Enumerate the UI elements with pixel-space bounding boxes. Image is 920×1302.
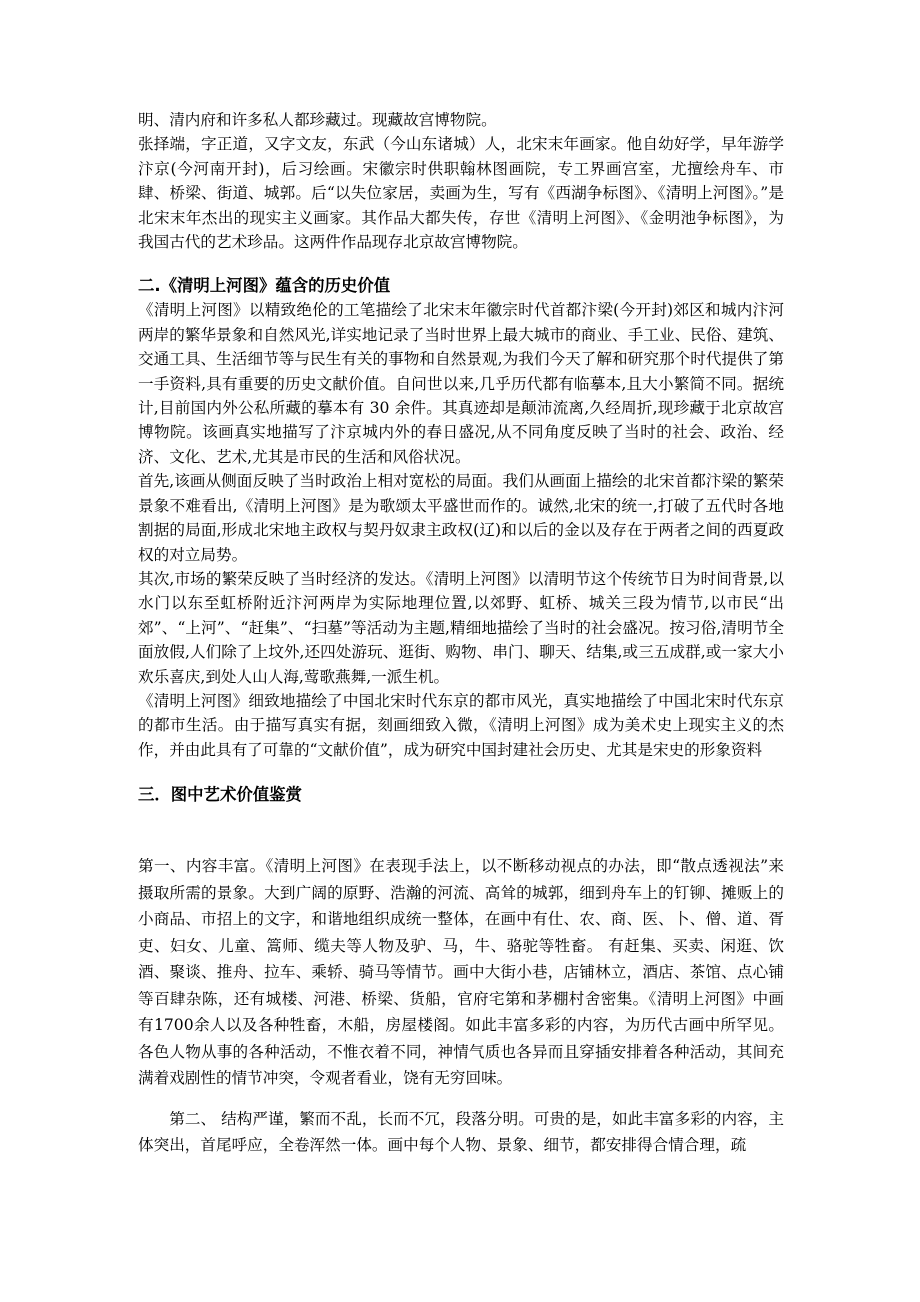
document-page — [138, 108, 784, 1159]
paragraph-economic-aspect: 其次,市场的繁荣反映了当时经济的发达。《清明上河图》以清明节这个传统节日为时间背景,以水门以东至虹桥附近汴河两岸为实际地理位置,以郊野、虹桥、城关三段为情节,以市民“出郊”、“上河”、“赶集”、“扫墓”等活动为主题,精细地描绘了当时的社会盛况。按习俗,清明节全面放假,人们除了上坟外,还四处游玩、逛街、购物、串门、聊天、结集,或三五成群,或一家大小欢乐喜庆,到处人山人海,莺歌燕舞,一派生机。 — [138, 569, 784, 686]
paragraph-gap — [138, 1092, 784, 1106]
section-gap — [138, 807, 784, 853]
section-heading-artistic-value: 三．图中艺术价值鉴赏 — [138, 785, 302, 805]
paragraph-political-aspect: 首先,该画从侧面反映了当时政治上相对宽松的局面。我们从画面上描绘的北宋首都汴梁的繁荣景象不难看出,《清明上河图》是为歌颂太平盛世而作的。诚然,北宋的统一,打破了五代时各地割据的局面,形成北宋地主政权与契丹奴隶主政权(辽)和以后的金以及存在于两者之间的西夏政权的对立局势。 — [138, 472, 784, 564]
paragraph-collection-history: 明、清内府和许多私人都珍藏过。现藏故宫博物院。 — [138, 111, 497, 129]
paragraph-rigorous-structure: 第二、 结构严谨，繁而不乱，长而不冗，段落分明。可贵的是，如此丰富多彩的内容，主体突出，首尾呼应，全卷浑然一体。画中每个人物、景象、细节，都安排得合情合理，疏 — [138, 1109, 784, 1155]
section-gap — [138, 762, 784, 783]
section-gap — [138, 254, 784, 274]
paragraph-artist-biography: 张择端，字正道，又字文友，东武（今山东诸城）人，北宋末年画家。他自幼好学，早年游学汴京(今河南开封)，后习绘画。宋徽宗时供职翰林图画院，专工界画宫室，尤擅绘舟车、市肆、桥梁、街道、城郭。后“以失位家居，卖画为生，写有《西湖争标图》、《清明上河图》。”是北宋末年杰出的现实主义画家。其作品大都失传，存世《清明上河图》、《金明池争标图》，为我国古代的艺术珍品。这两件作品现存北京故宫博物院。 — [138, 135, 784, 252]
paragraph-documentary-value: 《清明上河图》细致地描绘了中国北宋时代东京的都市风光，真实地描绘了中国北宋时代东京的都市生活。由于描写真实有据，刻画细致入微，《清明上河图》成为美术史上现实主义的杰作，并由此具有了可靠的“文献价值”，成为研究中国封建社会历史、尤其是宋史的形象资料 — [138, 691, 784, 759]
section-heading-historical-value: 二.《清明上河图》蕴含的历史价值 — [138, 276, 391, 296]
paragraph-historical-overview: 《清明上河图》以精致绝伦的工笔描绘了北宋末年徽宗时代首都汴梁(今开封)郊区和城内汴河两岸的繁华景象和自然风光,详实地记录了当时世界上最大城市的商业、手工业、民俗、建筑、交通工具、生活细节等与民生有关的事物和自然景观,为我们今天了解和研究那个时代提供了第一手资料,具有重要的历史文献价值。自问世以来,几乎历代都有临摹本,且大小繁简不同。据统计,目前国内外公私所藏的摹本有 30 余件。其真迹却是颠沛流离,久经周折,现珍藏于北京故宫博物院。该画真实地描写了汴京城内外的春日盛况,从不同角度反映了当时的社会、政治、经济、文化、艺术,尤其是市民的生活和风俗状况。 — [138, 301, 784, 466]
paragraph-rich-content: 第一、内容丰富。《清明上河图》在表现手法上，以不断移动视点的办法，即“散点透视法”来摄取所需的景象。大到广阔的原野、浩瀚的河流、高耸的城郭，细到舟车上的钉铆、摊贩上的小商品、市招上的文字，和谐地组织成统一整体，在画中有仕、农、商、医、卜、僧、道、胥吏、妇女、儿童、篙师、缆夫等人物及驴、马，牛、骆驼等牲畜。 有赶集、买卖、闲逛、饮酒、聚谈、推舟、拉车、乘轿、骑马等情节。画中大街小巷，店铺林立，酒店、茶馆、点心铺等百肆杂陈，还有城楼、河港、桥梁、货船，官府宅第和茅棚村舍密集。《清明上河图》中画有1700余人以及各种牲畜，木船，房屋楼阁。如此丰富多彩的内容，为历代古画中所罕见。各色人物从事的各种活动，不惟衣着不同，神情气质也各异而且穿插安排着各种活动，其间充满着戏剧性的情节冲突，令观者看业，饶有无穷回味。 — [138, 857, 784, 1088]
